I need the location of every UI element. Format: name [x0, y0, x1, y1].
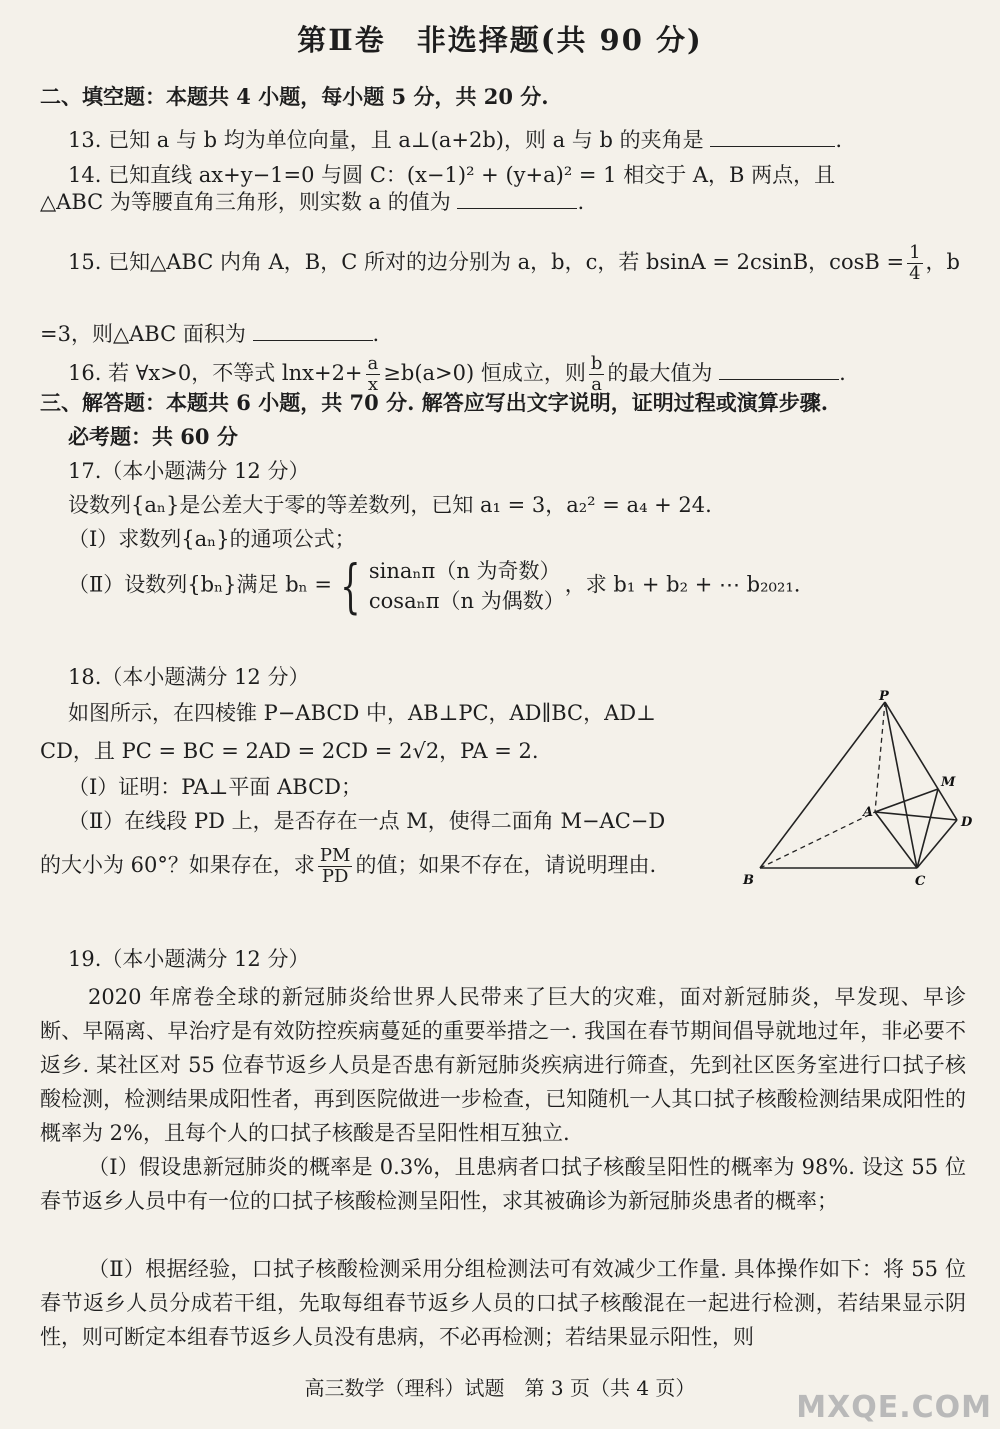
- q17-heading: 17.（本小题满分 12 分）: [68, 459, 310, 483]
- q19-paragraph-2: （Ⅰ）假设患新冠肺炎的概率是 0.3%，且患病者口拭子核酸呈阳性的概率为 98%. 设这 55 位春节返乡人员中有一位的口拭子核酸检测呈阳性，求其被确诊为新冠肺炎患者的概率；: [40, 1155, 966, 1213]
- section-fill-header: 二、填空题：本题共 4 小题，每小题 5 分，共 20 分.: [40, 84, 549, 109]
- q13-answer-blank: [710, 124, 835, 147]
- brace-symbol: {: [340, 552, 361, 620]
- q16-fraction-a-x: $\frac{a}{x}$: [367, 353, 379, 395]
- page-title: 第Ⅱ卷 非选择题(共 90 分): [297, 23, 703, 57]
- q18-part3: 的大小为 60°？如果存在，求 $\frac{PM}{PD}$ 的值；如果不存在，请说明理由.: [40, 845, 657, 887]
- watermark: MXQE.COM: [796, 1390, 992, 1425]
- edge-AM: [875, 789, 938, 812]
- edge-PA-hidden: [875, 702, 885, 812]
- page-footer: 高三数学（理科）试题 第 3 页（共 4 页）: [304, 1376, 696, 1400]
- q18-heading: 18.（本小题满分 12 分）: [68, 665, 310, 689]
- q14-answer-blank: [457, 186, 577, 209]
- q18-line1: 如图所示，在四棱锥 P−ABCD 中，AB⊥PC，AD∥BC，AD⊥: [68, 701, 656, 725]
- q18-fraction-pm-pd: $\frac{PM}{PD}$: [319, 845, 351, 887]
- q17-cases: sinaₙπ（n 为奇数） cosaₙπ（n 为偶数）: [368, 559, 565, 613]
- q19-paragraph-3: （Ⅱ）根据经验，口拭子核酸检测采用分组检测法可有效减少工作量. 具体操作如下：将 55 位春节返乡人员分成若干组，先取每组春节返乡人员的口拭子核酸混在一起进行检测，若结果显示阴性，则可断定本组春节返乡人员没有患病，不必再检测；若结果显示阳性，则: [40, 1257, 966, 1349]
- label-C: C: [915, 874, 926, 889]
- question-15-line1: 15. 已知△ABC 内角 A，B，C 所对的边分别为 a，b，c，若 bsinA = 2csinB，cosB = $\frac{1}{4}$ ，b: [68, 242, 960, 284]
- label-D: D: [961, 815, 973, 830]
- q17-line1: 设数列{aₙ}是公差大于零的等差数列，已知 a₁ = 3，a₂² = a₄ + 24.: [68, 493, 712, 517]
- q19-paragraph-1: 2020 年席卷全球的新冠肺炎给世界人民带来了巨大的灾难，面对新冠肺炎，早发现、早诊断、早隔离、早治疗是有效防控疾病蔓延的重要举措之一. 我国在春节期间倡导就地过年，非必要不返乡. 某社区对 55 位春节返乡人员是否患有新冠肺炎疾病进行筛查，先到社区医务室进行口拭子核酸检测，检测结果成阳性者，再到医院做进一步检查，已知随机一人其口拭子核酸检测结果成阳性的概率为 2%，且每个人的口拭子核酸是否呈阳性相互独立.: [40, 985, 966, 1145]
- question-16: 16. 若 ∀x>0，不等式 lnx+2+ $\frac{a}{x}$ ≥b(a>0) 恒成立，则 $\frac{b}{a}$ 的最大值为 .: [68, 353, 846, 395]
- q16-fraction-b-a: $\frac{b}{a}$: [590, 353, 603, 395]
- pyramid-figure: [735, 690, 985, 890]
- q17-part2: （Ⅱ）设数列{bₙ}满足 bₙ = { sinaₙπ（n 为奇数） cosaₙπ（n 为偶数） ，求 b₁ + b₂ + ⋯ b₂₀₂₁.: [68, 552, 801, 620]
- q15-fraction: $\frac{1}{4}$: [909, 242, 921, 284]
- q19-heading: 19.（本小题满分 12 分）: [68, 947, 310, 971]
- label-A: A: [863, 805, 874, 820]
- label-B: B: [743, 873, 754, 888]
- question-15-line2: =3，则△ABC 面积为 .: [40, 318, 972, 349]
- edge-AD: [875, 812, 957, 820]
- q18-part1: （Ⅰ）证明：PA⊥平面 ABCD；: [68, 775, 362, 799]
- q15-answer-blank: [253, 318, 373, 341]
- label-P: P: [879, 690, 889, 704]
- question-14-line2: △ABC 为等腰直角三角形，则实数 a 的值为 .: [40, 186, 972, 217]
- section-required-sub: 必考题：共 60 分: [68, 424, 238, 449]
- q18-part2: （Ⅱ）在线段 PD 上，是否存在一点 M，使得二面角 M−AC−D: [68, 809, 666, 833]
- question-14-line1: 14. 已知直线 ax+y−1=0 与圆 C：(x−1)² + (y+a)² = 1 相交于 A，B 两点，且: [68, 163, 836, 187]
- edge-AB-hidden: [760, 812, 875, 868]
- question-13: 13. 已知 a 与 b 均为单位向量，且 a⊥(a+2b)，则 a 与 b 的夹角是 .: [68, 124, 972, 155]
- q16-answer-blank: [719, 357, 839, 380]
- q13-text: 13. 已知 a 与 b 均为单位向量，且 a⊥(a+2b)，则 a 与 b 的夹角是: [68, 128, 704, 152]
- label-M: M: [941, 775, 956, 790]
- q17-part1: （Ⅰ）求数列{aₙ}的通项公式；: [68, 527, 356, 551]
- edge-AC: [875, 812, 917, 868]
- section-answer-header: 三、解答题：本题共 6 小题，共 70 分. 解答应写出文字说明，证明过程或演算步骤.: [40, 390, 829, 415]
- q18-line2: CD，且 PC = BC = 2AD = 2CD = 2√2，PA = 2.: [40, 739, 539, 763]
- edge-PB: [760, 702, 885, 868]
